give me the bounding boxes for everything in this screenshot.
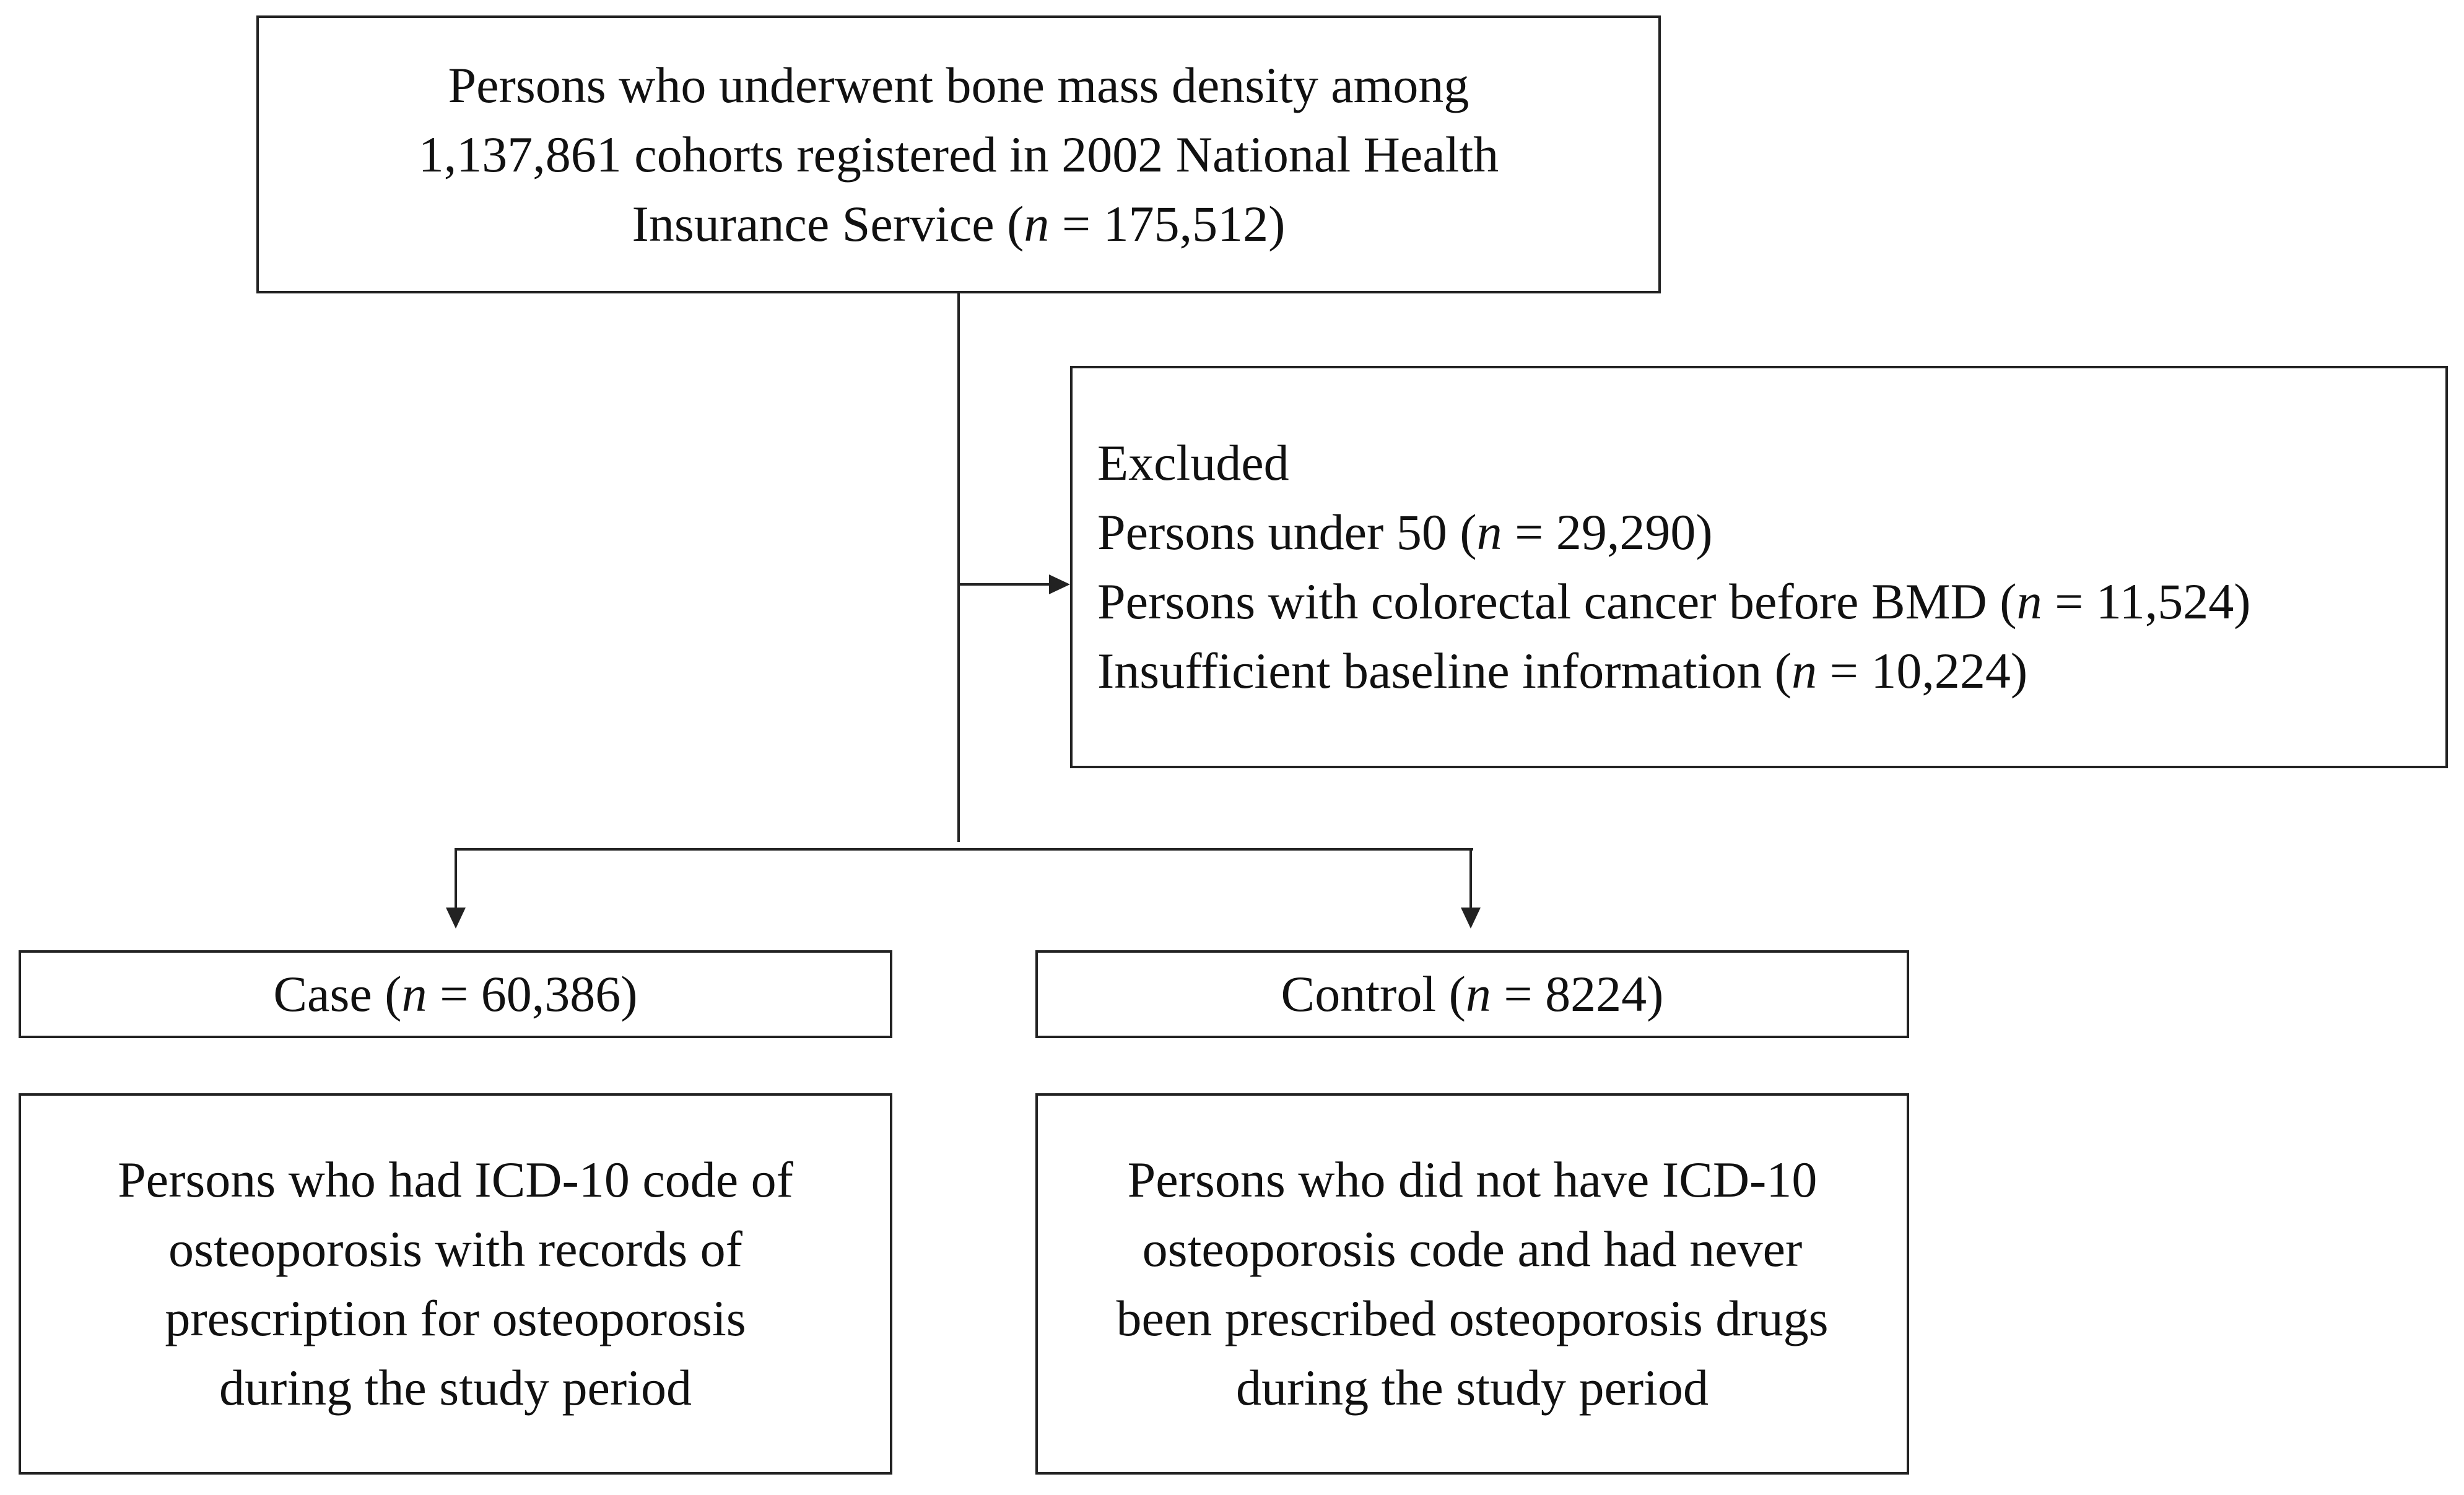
excluded-item: Persons with colorectal cancer before BMD (n = 11,524) [1097, 573, 2251, 630]
control-description-line: Persons who did not have ICD-10 [1127, 1151, 1818, 1208]
connector-to-case [455, 848, 457, 910]
source-line-2: 1,137,861 cohorts registered in 2002 National Health [418, 126, 1499, 183]
control-description-box [1035, 1093, 1909, 1475]
case-label: Case (n = 60,386) [273, 966, 638, 1022]
case-description-line: Persons who had ICD-10 code of [118, 1151, 793, 1208]
arrow-to-case [446, 908, 466, 929]
case-box [19, 950, 892, 1038]
case-description-line: during the study period [219, 1359, 692, 1416]
excluded-item: Insufficient baseline information (n = 10,224) [1097, 643, 2028, 699]
connector-vertical [957, 293, 960, 842]
arrow-to-control [1461, 908, 1481, 929]
connector-horizontal-split [456, 848, 1473, 851]
connector-to-excluded [959, 583, 1051, 586]
control-description-line: been prescribed osteoporosis drugs [1116, 1290, 1829, 1346]
source-line-3: Insurance Service (n = 175,512) [632, 195, 1286, 252]
source-line-1: Persons who underwent bone mass density among [448, 56, 1469, 113]
source-population-box [256, 15, 1661, 293]
control-description-line: osteoporosis code and had never [1142, 1221, 1803, 1277]
arrow-to-excluded [1049, 574, 1070, 594]
control-label: Control (n = 8224) [1281, 966, 1664, 1022]
case-description-line: prescription for osteoporosis [165, 1290, 746, 1346]
connector-to-control [1469, 848, 1472, 910]
excluded-item: Persons under 50 (n = 29,290) [1097, 504, 1713, 560]
case-description-line: osteoporosis with records of [168, 1221, 742, 1277]
control-box [1035, 950, 1909, 1038]
case-description-box [19, 1093, 892, 1475]
control-description-line: during the study period [1236, 1359, 1709, 1416]
excluded-box [1070, 366, 2448, 768]
excluded-title: Excluded [1097, 435, 1289, 491]
